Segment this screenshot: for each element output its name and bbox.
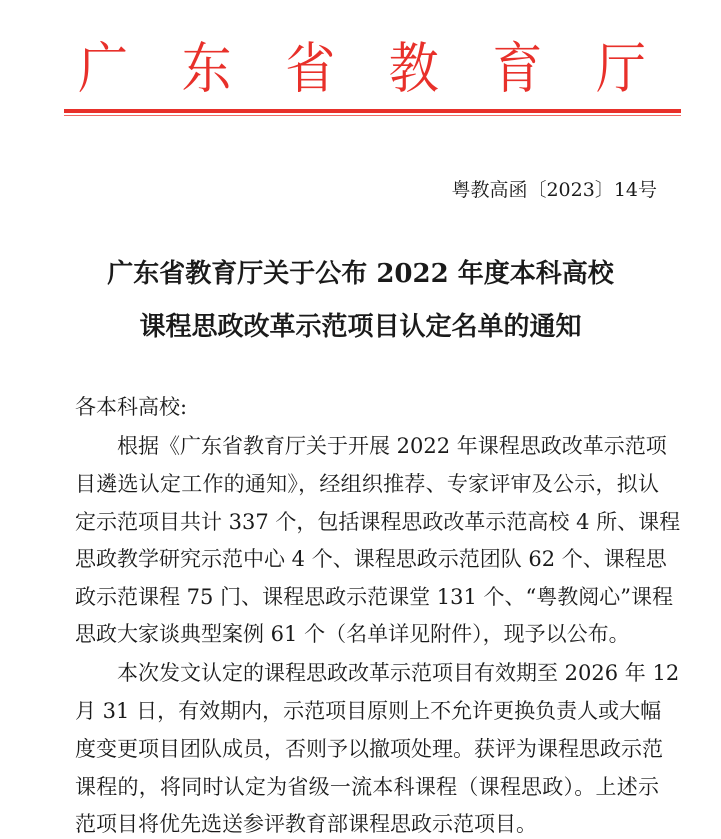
red-divider-thin (64, 115, 681, 116)
title-line-2: 课程思政改革示范项目认定名单的通知 (139, 312, 582, 342)
title-line-1: 广东省教育厅关于公布 2022 年度本科高校 (107, 259, 614, 289)
body-line: 范项目将优先选送参评教育部课程思政示范项目。 (75, 812, 537, 836)
body-line: 月 31 日，有效期内，示范项目原则上不允许更换负责人或大幅 (75, 699, 662, 723)
masthead-char: 省 (285, 37, 336, 101)
body-line: 本次发文认定的课程思政改革示范项目有效期至 2026 年 12 (75, 661, 680, 685)
masthead-char: 育 (492, 37, 543, 101)
body-line: 政示范课程 75 门、课程思政示范课堂 131 个、“粤教阅心”课程 (75, 585, 673, 609)
document-number: 粤教高函〔2023〕14号 (451, 179, 657, 201)
body-line: 思政大家谈典型案例 61 个（名单详见附件），现予以公布。 (75, 622, 630, 646)
masthead-char: 广 (78, 37, 128, 101)
body-line: 课程的，将同时认定为省级一流本科课程（课程思政）。上述示 (75, 775, 659, 799)
red-divider-thick (64, 109, 681, 113)
masthead-char: 教 (388, 37, 439, 101)
masthead-char: 东 (181, 37, 232, 101)
body-line: 思政教学研究示范中心 4 个、课程思政示范团队 62 个、课程思 (75, 547, 667, 571)
issuer-masthead (78, 33, 646, 106)
body-line: 定示范项目共计 337 个，包括课程思政改革示范高校 4 所、课程 (75, 510, 681, 534)
masthead-char: 厅 (595, 37, 646, 101)
salutation: 各本科高校: (75, 395, 188, 419)
body-line: 根据《广东省教育厅关于开展 2022 年课程思政改革示范项 (75, 434, 667, 458)
body-line: 度变更项目团队成员，否则予以撤项处理。获评为课程思政示范 (75, 737, 663, 761)
body-line: 目遴选认定工作的通知》，经组织推荐、专家评审及公示，拟认 (75, 472, 659, 496)
